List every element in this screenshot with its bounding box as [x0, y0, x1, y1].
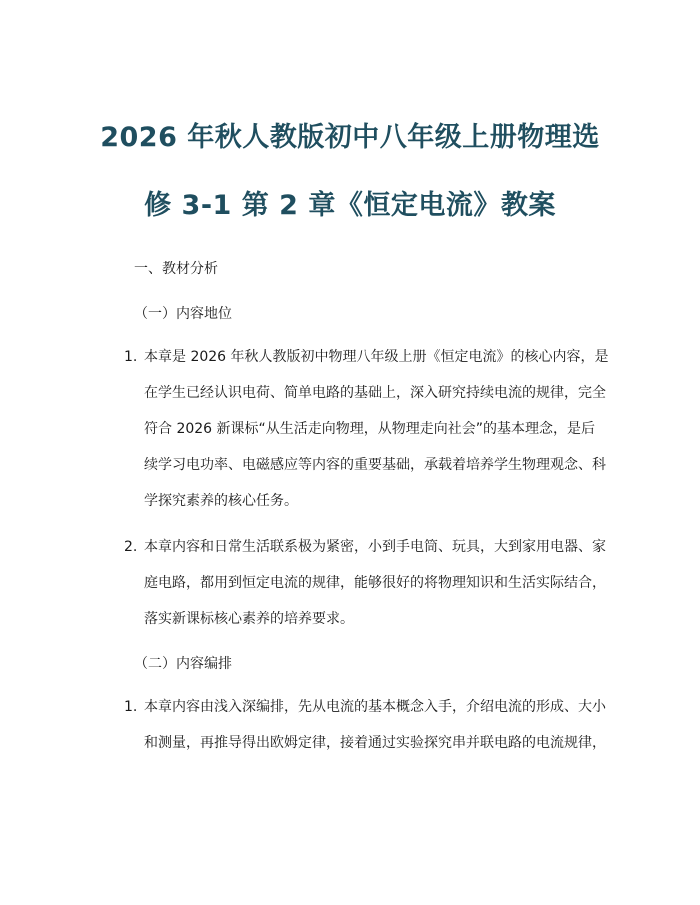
paragraph-line: 落实新课标核心素养的培养要求。 — [144, 611, 354, 627]
paragraph-line: 符合 2026 新课标“从生活走向物理，从物理走向社会”的基本理念，是后 — [144, 421, 596, 437]
document-title-line-1: 2026 年秋人教版初中八年级上册物理选 — [100, 122, 600, 153]
list-item-number: 1. — [124, 699, 138, 715]
subsection-heading-content-position: （一）内容地位 — [134, 306, 232, 322]
paragraph-line: 和测量，再推导得出欧姆定律，接着通过实验探究串并联电路的电流规律， — [144, 735, 606, 751]
list-item-number: 1. — [124, 349, 138, 365]
list-item-number: 2. — [124, 539, 138, 555]
paragraph-line: 本章是 2026 年秋人教版初中物理八年级上册《恒定电流》的核心内容，是 — [144, 349, 609, 365]
paragraph-line: 在学生已经认识电荷、简单电路的基础上，深入研究持续电流的规律，完全 — [144, 385, 606, 401]
list-item — [124, 529, 606, 637]
paragraph-line: 续学习电功率、电磁感应等内容的重要基础，承载着培养学生物理观念、科 — [144, 457, 606, 473]
paragraph-line: 庭电路，都用到恒定电流的规律，能够很好的将物理知识和生活实际结合， — [144, 575, 606, 591]
paragraph-line: 本章内容由浅入深编排，先从电流的基本概念入手，介绍电流的形成、大小 — [144, 699, 606, 715]
paragraph-line: 本章内容和日常生活联系极为紧密，小到手电筒、玩具，大到家用电器、家 — [144, 539, 606, 555]
list-item — [124, 339, 609, 519]
document-title-line-2: 修 3-1 第 2 章《恒定电流》教案 — [144, 190, 556, 221]
section-heading: 一、教材分析 — [134, 261, 218, 277]
subsection-heading-content-arrangement: （二）内容编排 — [134, 656, 232, 672]
paragraph-line: 学探究素养的核心任务。 — [144, 493, 298, 509]
list-item — [124, 689, 606, 761]
